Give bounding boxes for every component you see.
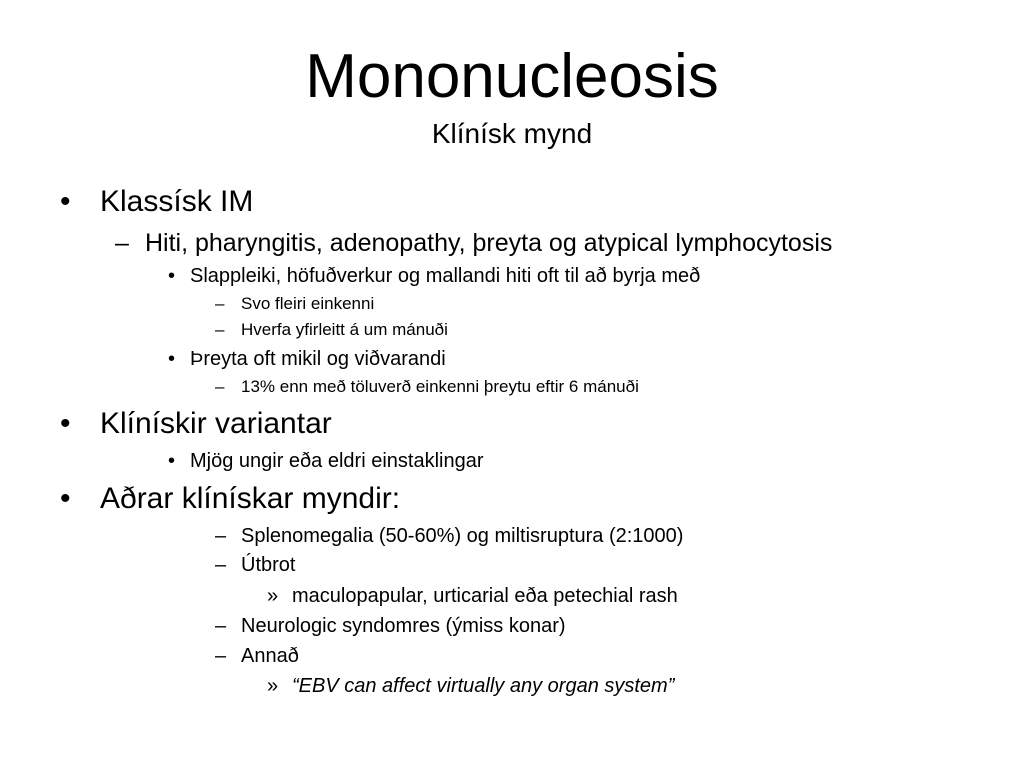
dash-marker: – xyxy=(215,554,227,576)
dash-marker: – xyxy=(215,525,227,547)
list-item: Neurologic syndomres (ýmiss konar) xyxy=(241,615,566,637)
bullet-marker: • xyxy=(168,348,176,370)
list-item: Klassísk IM xyxy=(100,185,254,218)
dash-marker: – xyxy=(215,294,225,313)
dash-marker: – xyxy=(215,615,227,637)
bullet-marker: • xyxy=(168,450,176,472)
list-item: Slappleiki, höfuðverkur og mallandi hiti oft til að byrja með xyxy=(190,265,701,287)
list-item: Hverfa yfirleitt á um mánuði xyxy=(241,320,448,339)
raquo-marker: » xyxy=(267,675,279,697)
list-item: Aðrar klínískar myndir: xyxy=(100,482,401,515)
slide-subtitle: Klínísk mynd xyxy=(431,118,593,149)
list-item: Svo fleiri einkenni xyxy=(241,294,375,313)
list-item: Hiti, pharyngitis, adenopathy, þreyta og atypical lymphocytosis xyxy=(145,229,833,257)
bullet-marker: • xyxy=(168,265,176,287)
list-item: maculopapular, urticarial eða petechial rash xyxy=(292,585,678,607)
list-item: Útbrot xyxy=(241,554,296,576)
list-item: Annað xyxy=(241,645,299,667)
list-item-quote: “EBV can affect virtually any organ system” xyxy=(292,675,675,697)
bullet-marker: • xyxy=(60,482,71,515)
bullet-marker: • xyxy=(60,407,71,440)
list-item: Splenomegalia (50-60%) og miltisruptura (2:1000) xyxy=(241,525,684,547)
list-item: 13% enn með töluverð einkenni þreytu eftir 6 mánuði xyxy=(241,377,639,396)
raquo-marker: » xyxy=(267,585,279,607)
dash-marker: – xyxy=(215,645,227,667)
list-item: Þreyta oft mikil og viðvarandi xyxy=(190,348,446,370)
dash-marker: – xyxy=(215,377,225,396)
slide-title: Mononucleosis xyxy=(305,42,719,111)
list-item: Klínískir variantar xyxy=(100,407,332,440)
list-item: Mjög ungir eða eldri einstaklingar xyxy=(190,450,484,472)
dash-marker: – xyxy=(215,320,225,339)
bullet-marker: • xyxy=(60,185,71,218)
dash-marker: – xyxy=(115,229,129,257)
